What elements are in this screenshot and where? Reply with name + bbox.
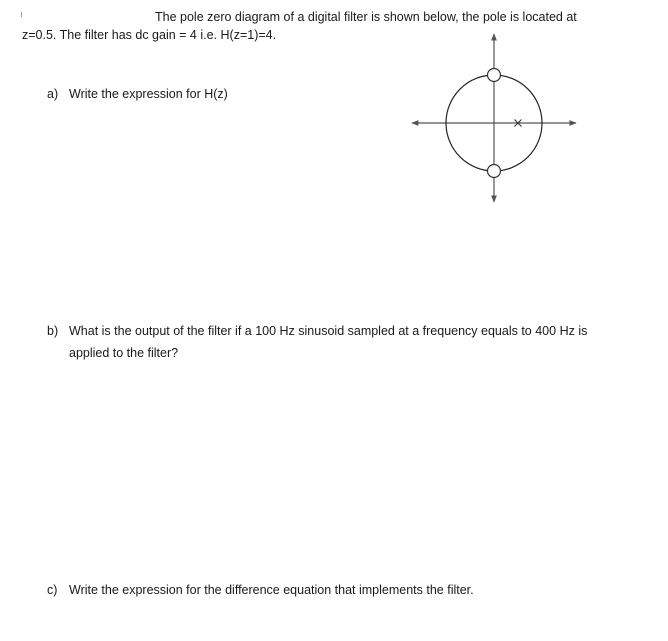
question-b-marker: b) [47, 324, 59, 338]
question-b-text-line-2: applied to the filter? [69, 346, 179, 360]
intro-line-2: z=0.5. The filter has dc gain = 4 i.e. H(z=1)=4. [22, 28, 277, 42]
pole-zero-diagram [408, 30, 578, 210]
zero-marker [488, 69, 501, 82]
intro-line-1: The pole zero diagram of a digital filter is shown below, the pole is located at [155, 10, 577, 24]
question-c-marker: c) [47, 583, 58, 597]
question-a-text: Write the expression for H(z) [69, 87, 228, 101]
question-c-text: Write the expression for the difference equation that implements the filter. [69, 583, 474, 597]
zero-marker [488, 165, 501, 178]
question-b-text-line-1: What is the output of the filter if a 100 Hz sinusoid sampled at a frequency equals to 400 Hz is [69, 324, 588, 338]
question-a-marker: a) [47, 87, 59, 101]
stray-mark [21, 12, 22, 17]
